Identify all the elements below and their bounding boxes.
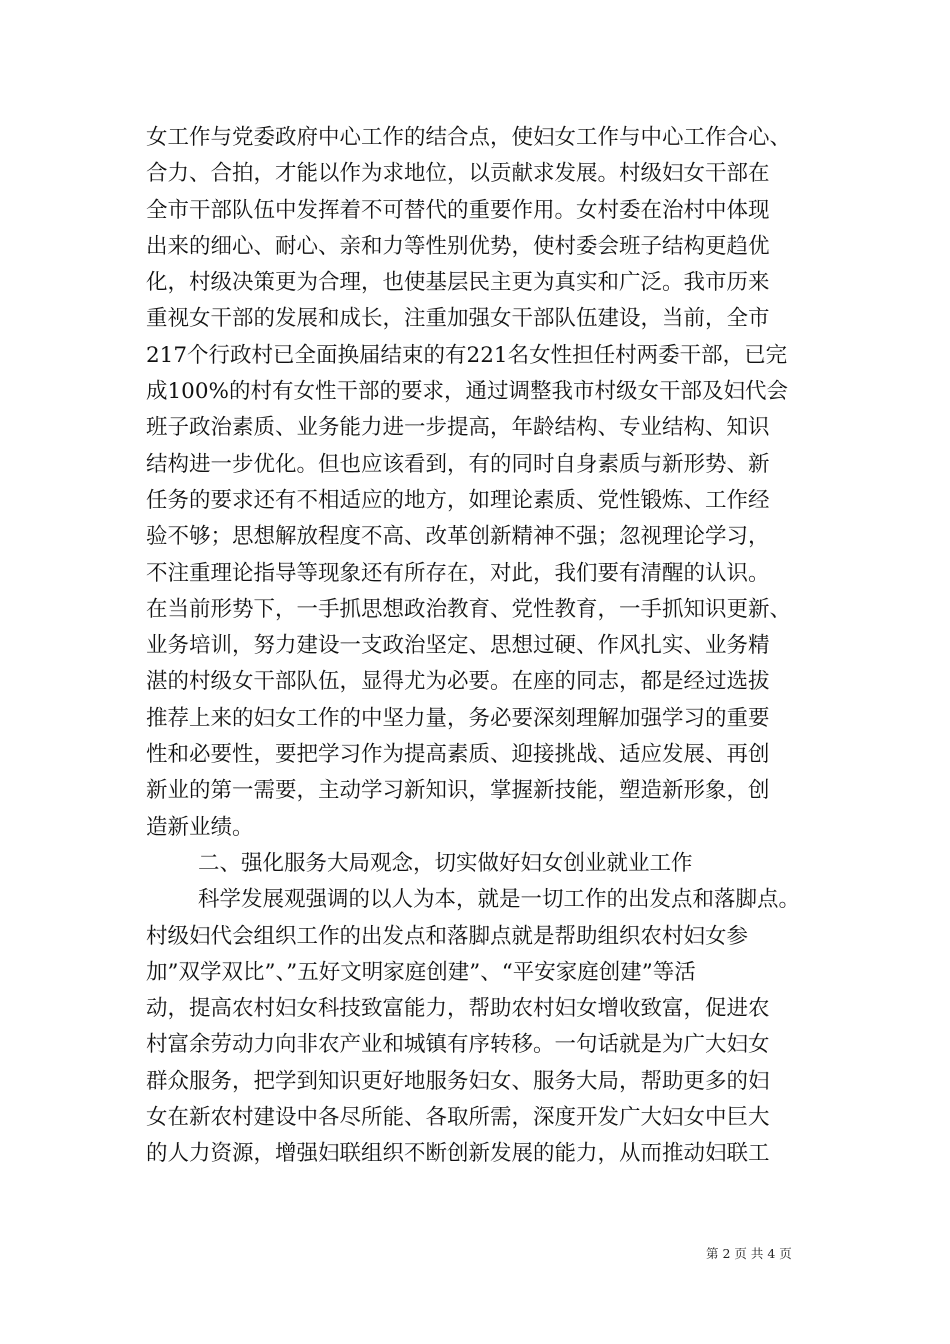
text-line: 重视女干部的发展和成长，注重加强女干部队伍建设，当前，全市 xyxy=(146,306,770,332)
text-line: 全市干部队伍中发挥着不可替代的重要作用。女村委在治村中体现 xyxy=(146,197,770,223)
text-line: 新业的第一需要，主动学习新知识，掌握新技能，塑造新形象，创 xyxy=(146,778,770,804)
text-line: 出来的细心、耐心、亲和力等性别优势，使村委会班子结构更趋优 xyxy=(146,233,770,259)
text-line: 推荐上来的妇女工作的中坚力量，务必要深刻理解加强学习的重要 xyxy=(146,705,770,731)
body-text xyxy=(146,120,816,1173)
text-line: 217个行政村已全面换届结束的有221名女性担任村两委干部，已完 xyxy=(146,342,788,368)
page-number: 第 2 页 共 4 页 xyxy=(706,1246,792,1261)
text-line: 合力、合拍，才能以作为求地位，以贡献求发展。村级妇女干部在 xyxy=(146,161,770,187)
text-line: 班子政治素质、业务能力进一步提高，年龄结构、专业结构、知识 xyxy=(146,415,770,441)
text-line: 任务的要求还有不相适应的地方，如理论素质、党性锻炼、工作经 xyxy=(146,487,770,513)
text-line: 成100%的村有女性干部的要求，通过调整我市村级女干部及妇代会 xyxy=(146,379,788,405)
text-line: 验不够；思想解放程度不高、改革创新精神不强；忽视理论学习， xyxy=(146,524,770,550)
text-line: 的人力资源，增强妇联组织不断创新发展的能力，从而推动妇联工 xyxy=(146,1141,770,1167)
text-line: 村级妇代会组织工作的出发点和落脚点就是帮助组织农村妇女参 xyxy=(146,923,749,949)
text-line: 女在新农村建设中各尽所能、各取所需，深度开发广大妇女中巨大 xyxy=(146,1105,770,1131)
text-line: 性和必要性，要把学习作为提高素质、迎接挑战、适应发展、再创 xyxy=(146,742,770,768)
text-line: 业务培训，努力建设一支政治坚定、思想过硬、作风扎实、业务精 xyxy=(146,633,770,659)
text-line: 湛的村级女干部队伍，显得尤为必要。在座的同志，都是经过选拔 xyxy=(146,669,770,695)
section-heading: 二、强化服务大局观念，切实做好妇女创业就业工作 xyxy=(198,850,693,876)
text-line: 加”双学双比”、”五好文明家庭创建”、“平安家庭创建”等活 xyxy=(146,959,696,985)
text-line: 在当前形势下，一手抓思想政治教育、党性教育，一手抓知识更新、 xyxy=(146,596,792,622)
text-line: 造新业绩。 xyxy=(146,814,254,840)
text-line: 女工作与党委政府中心工作的结合点，使妇女工作与中心工作合心、 xyxy=(146,125,792,150)
text-line: 化，村级决策更为合理，也使基层民主更为真实和广泛。我市历来 xyxy=(146,270,770,296)
text-line: 村富余劳动力向非农产业和城镇有序转移。一句话就是为广大妇女 xyxy=(146,1032,770,1058)
text-line: 群众服务，把学到知识更好地服务妇女、服务大局，帮助更多的妇 xyxy=(146,1068,770,1094)
text-line: 动，提高农村妇女科技致富能力，帮助农村妇女增收致富，促进农 xyxy=(146,996,770,1022)
text-line: 结构进一步优化。但也应该看到，有的同时自身素质与新形势、新 xyxy=(146,451,770,477)
text-line: 科学发展观强调的以人为本，就是一切工作的出发点和落脚点。 xyxy=(198,887,801,913)
text-line: 不注重理论指导等现象还有所存在，对此，我们要有清醒的认识。 xyxy=(146,560,770,586)
